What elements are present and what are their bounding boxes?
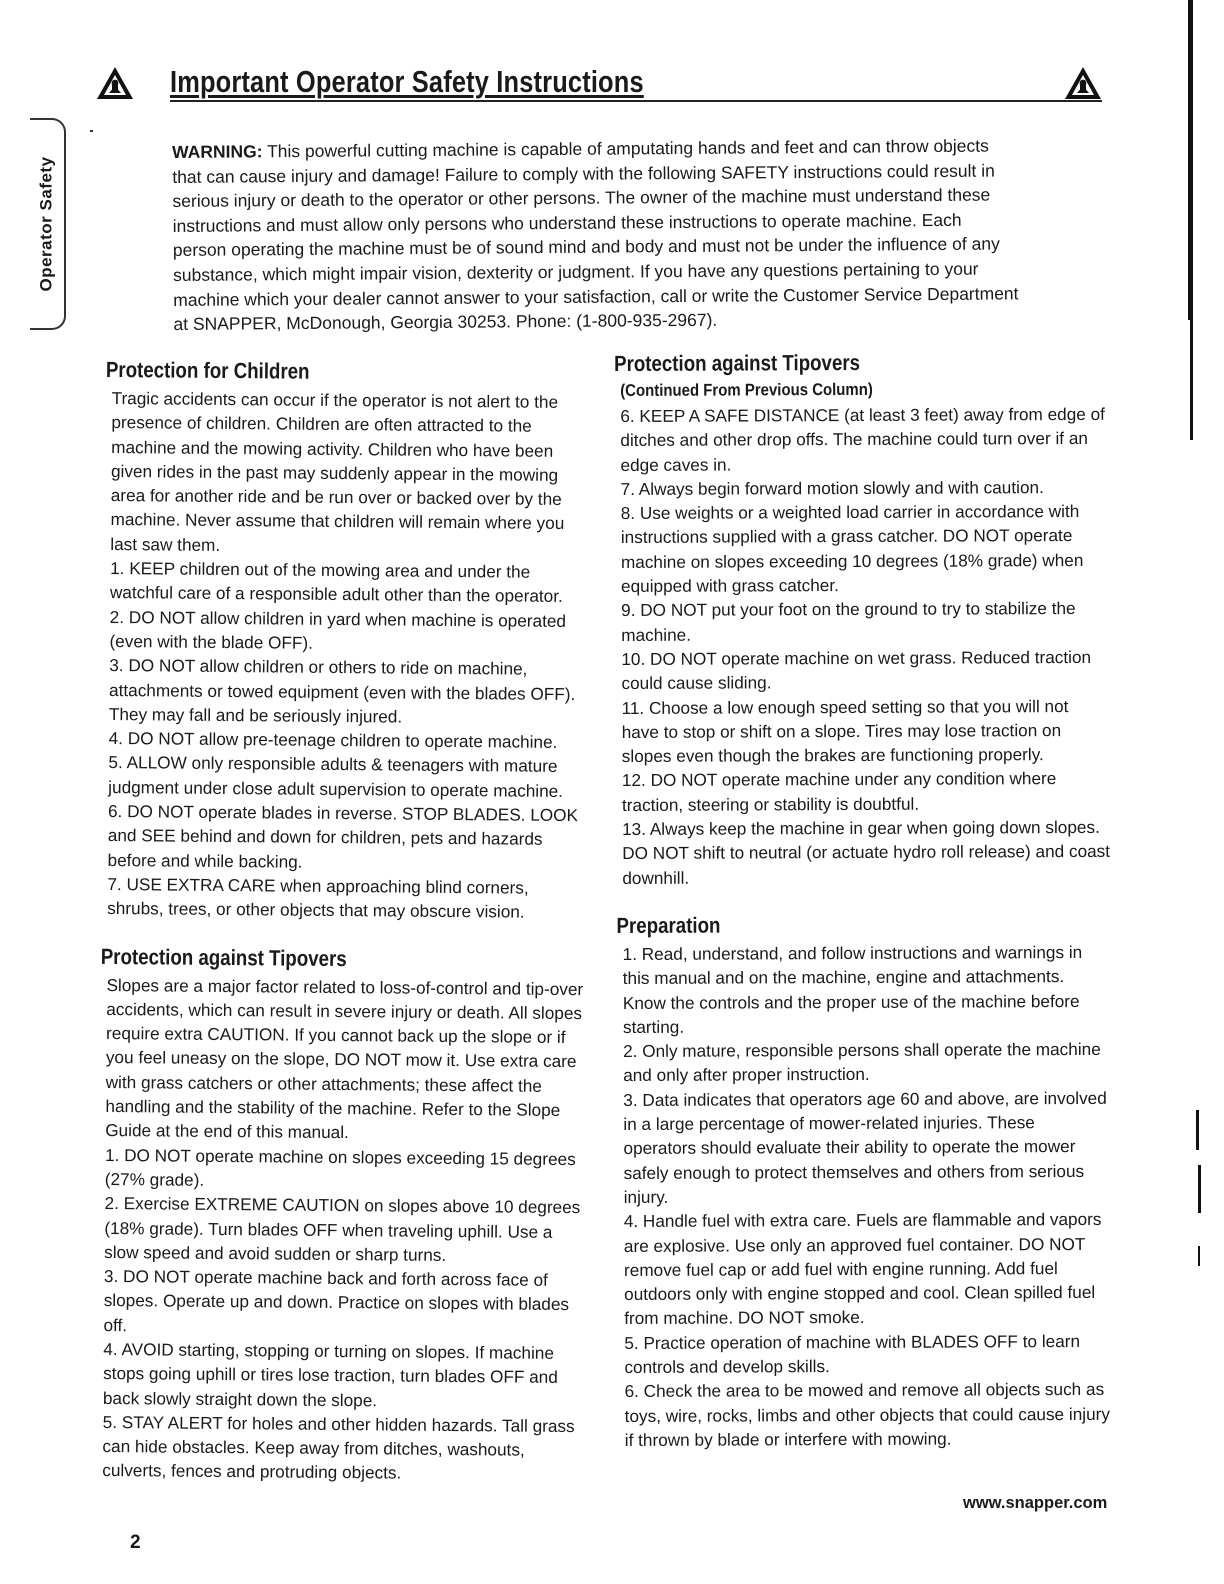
warning-triangle-icon (1064, 66, 1102, 100)
list-item: 11. Choose a low enough speed setting so that you will not have to stop or shift on a slope. Tires may lose traction on slopes even though the brakes are functioning properly. (621, 695, 1069, 767)
side-tab-label: Operator Safety (37, 156, 57, 292)
binding-edge (1190, 320, 1193, 440)
page-header (96, 64, 1102, 104)
margin-mark (90, 130, 93, 132)
page-title: Important Operator Safety Instructions (170, 64, 644, 99)
list-item: 3. DO NOT allow children or others to ride on machine, attachments or towed equipment (even with the blades OFF). They may fall and be seriously injured. (108, 655, 576, 727)
section-subtitle-continued: (Continued From Previous Column) (620, 379, 873, 400)
list-item: 9. DO NOT put your foot on the ground to try to stabilize the machine. (621, 598, 1076, 645)
list-item: 1. DO NOT operate machine on slopes exceeding 15 degrees (27% grade). (104, 1144, 576, 1190)
list-item: 3. DO NOT operate machine back and forth across face of slopes. Operate up and down. Practice on slopes with blades off. (103, 1266, 570, 1335)
list-item: 1. Read, understand, and follow instructions and warnings in this manual and on the machine, engine and attachments. Know the controls and the proper use of the machine before starting. (622, 941, 1083, 1037)
section-title-tipovers: Protection against Tipovers (100, 943, 347, 971)
page-number: 2 (130, 1532, 141, 1553)
section-spacer (622, 888, 1110, 912)
section-title-tipovers-continued: Protection against Tipovers (614, 349, 861, 377)
binding-edge (1196, 1110, 1199, 1150)
binding-edge (1188, 0, 1193, 320)
list-item: 2. Exercise EXTREME CAUTION on slopes above 10 degrees (18% grade). Turn blades OFF when traveling uphill. Use a slow speed and avoid sudden or sharp turns. (104, 1193, 581, 1265)
list-item: 8. Use weights or a weighted load carrier in accordance with instructions supplied with a grass catcher. DO NOT operate machine on slopes exceeding 10 degrees (18% grade) when equipped with grass catcher. (620, 501, 1084, 597)
tipovers-intro: Slopes are a major factor related to loss-of-control and tip-over accidents, which can result in severe injury or death. All slopes require extra CAUTION. If you cannot back up the slope or if you feel uneasy on the slope, DO NOT mow it. Use extra care with grass catchers or other attachments; these affect the handling and the stability of the machine. Refer to the Slope Guide at the end of this manual. (105, 974, 584, 1143)
children-intro: Tragic accidents can occur if the operator is not alert to the presence of children. Children are often attracted to the machine and the mowing activity. Children who have been given rides in the past may suddenly appear in the mowing area for another ride and be run over or backed over by the machine. Never assume that children will remain where you last saw them. (110, 387, 565, 555)
side-tab (30, 118, 64, 330)
list-item: 5. STAY ALERT for holes and other hidden hazards. Tall grass can hide obstacles. Keep away from ditches, washouts, culverts, fences and protruding objects. (102, 1411, 575, 1484)
list-item: 13. Always keep the machine in gear when going down slopes. DO NOT shift to neutral (or actuate hydro roll release) and coast downhill. (622, 816, 1111, 888)
list-item: 2. DO NOT allow children in yard when machine is operated (even with the blade OFF). (109, 606, 567, 653)
list-item: 2. Only mature, responsible persons shall operate the machine and only after proper instruction. (623, 1039, 1101, 1086)
binding-edge (1198, 1165, 1201, 1213)
section-title-children: Protection for Children (105, 356, 310, 384)
header-rule (170, 100, 1102, 102)
binding-edge (1198, 1246, 1200, 1266)
list-item: 6. DO NOT operate blades in reverse. STOP BLADES. LOOK and SEE behind and down for children, pets and hazards before and while backing. (107, 801, 579, 872)
warning-label: WARNING: (172, 141, 263, 162)
list-item: 12. DO NOT operate machine under any condition where traction, steering or stability is doubtful. (621, 768, 1057, 815)
list-item: 4. AVOID starting, stopping or turning on slopes. If machine stops going uphill or tires lose traction, turn blades OFF and back slowly straight down the slope. (102, 1338, 558, 1410)
list-item: 4. DO NOT allow pre-teenage children to operate machine. (108, 728, 558, 753)
list-item: 6. KEEP A SAFE DISTANCE (at least 3 feet) away from edge of ditches and other drop offs. The machine could turn over if an edge caves in. (620, 403, 1105, 475)
list-item: 1. KEEP children out of the mowing area and under the watchful care of a responsible adult other than the operator. (109, 558, 563, 607)
warning-triangle-icon (96, 66, 134, 100)
list-item: 7. USE EXTRA CARE when approaching blind corners, shrubs, trees, or other objects that may obscure vision. (107, 873, 529, 922)
list-item: 4. Handle fuel with extra care. Fuels are flammable and vapors are explosive. Use only an approved fuel container. DO NOT remove fuel cap or add fuel with engine running. Add fuel outdoors only with engine stopped and cool. Clean spilled fuel from machine. DO NOT smoke. (623, 1209, 1102, 1329)
list-item: 5. ALLOW only responsible adults & teenagers with mature judgment under close adult supervision to operate machine. (108, 752, 564, 801)
list-item: 7. Always begin forward motion slowly and with caution. (620, 477, 1044, 499)
footer-url: www.snapper.com (963, 1494, 1108, 1512)
warning-paragraph (172, 133, 1020, 336)
warning-text: This powerful cutting machine is capable of amputating hands and feet and can throw objects that can cause injury and damage! Failure to comply with the following SAFETY instructions could result in serious injury or death to the operator or other persons. The owner of the machine must understand these instructions and must allow only persons who understand these instructions to operate machine. Each person operating the machine must be of sound mind and body and must not be under the influence of any substance, which might impair vision, dexterity or judgment. If you have any questions pertaining to your machine which your dealer cannot answer to your satisfaction, call or write the Customer Service Department at SNAPPER, McDonough, Georgia 30253. Phone: (1-800-935-2967). (172, 135, 1019, 335)
list-item: 6. Check the area to be mowed and remove all objects such as toys, wire, rocks, limbs and other objects that could cause injury if thrown by blade or interfere with mowing. (624, 1379, 1110, 1450)
list-item: 3. Data indicates that operators age 60 and above, are involved in a large percentage of mower-related injuries. These operators should evaluate their ability to operate the mower safely enough to protect themselves and others from serious injury. (623, 1087, 1107, 1207)
list-item: 10. DO NOT operate machine on wet grass. Reduced traction could cause sliding. (621, 646, 1092, 694)
left-column (102, 356, 594, 1487)
section-title-preparation: Preparation (616, 912, 721, 938)
list-item: 5. Practice operation of machine with BLADES OFF to learn controls and develop skills. (624, 1330, 1081, 1377)
right-column (614, 348, 1113, 1452)
